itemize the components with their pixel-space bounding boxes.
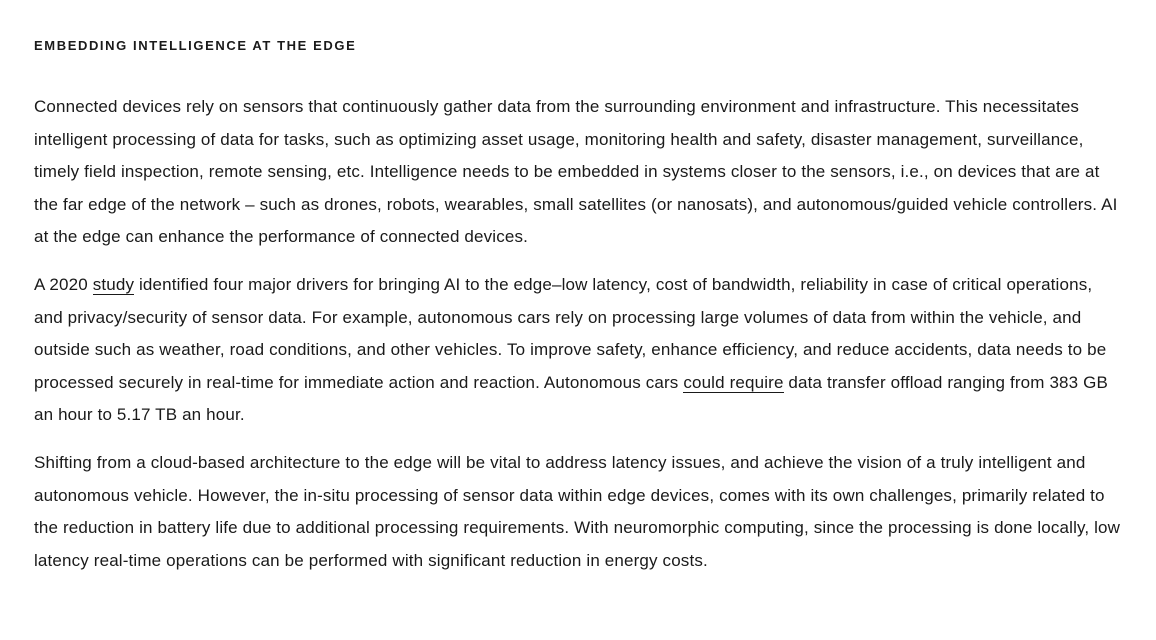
study-link[interactable]: study (92, 275, 135, 294)
could-require-link[interactable]: could require (683, 372, 784, 392)
paragraph-connected-devices: Connected devices rely on sensors that continuously gather data from the surrounding environment and infrastructure. This necessitates intelligent processing of data for tasks, such as optimizing asset usage, monitoring health and safety, disaster management, surveillance, timely field inspection, remote sensing, etc. Intelligence needs to be embedded in systems closer to the sensors, i.e., on devices that are at the far edge of the network – such as drones, robots, wearables, small satellites (or nanosats), and autonomous/guided vehicle controllers. AI at the edge can enhance the performance of connected devices. (34, 97, 1118, 246)
paragraph-text: identified four major drivers for bringing AI to the edge–low latency, cost of bandwidth, reliability in case of critical operations, and privacy/security of sensor data. For example, autonomous cars rely on processing large volumes of data from within the vehicle, and outside such as weather, road conditions, and other vehicles. To improve safety, enhance efficiency, and reduce accidents, data needs to be processed securely in real-time for immediate action and reaction. Autonomous cars (34, 275, 1107, 392)
paragraph-text: A 2020 (34, 275, 93, 294)
paragraph-shifting-to-edge: Shifting from a cloud-based architecture to the edge will be vital to address latency issues, and achieve the vision of a truly intelligent and autonomous vehicle. However, the in-situ processing of sensor data within edge devices, comes with its own challenges, primarily related to the reduction in battery life due to additional processing requirements. With neuromorphic computing, since the processing is done locally, low latency real-time operations can be performed with significant reduction in energy costs. (34, 453, 1121, 570)
paragraph-drivers (34, 269, 1124, 432)
section-heading: EMBEDDING INTELLIGENCE AT THE EDGE (34, 38, 357, 53)
paragraph-text: data transfer offload ranging from 383 GB an hour to 5.17 TB an hour. (34, 372, 1108, 424)
